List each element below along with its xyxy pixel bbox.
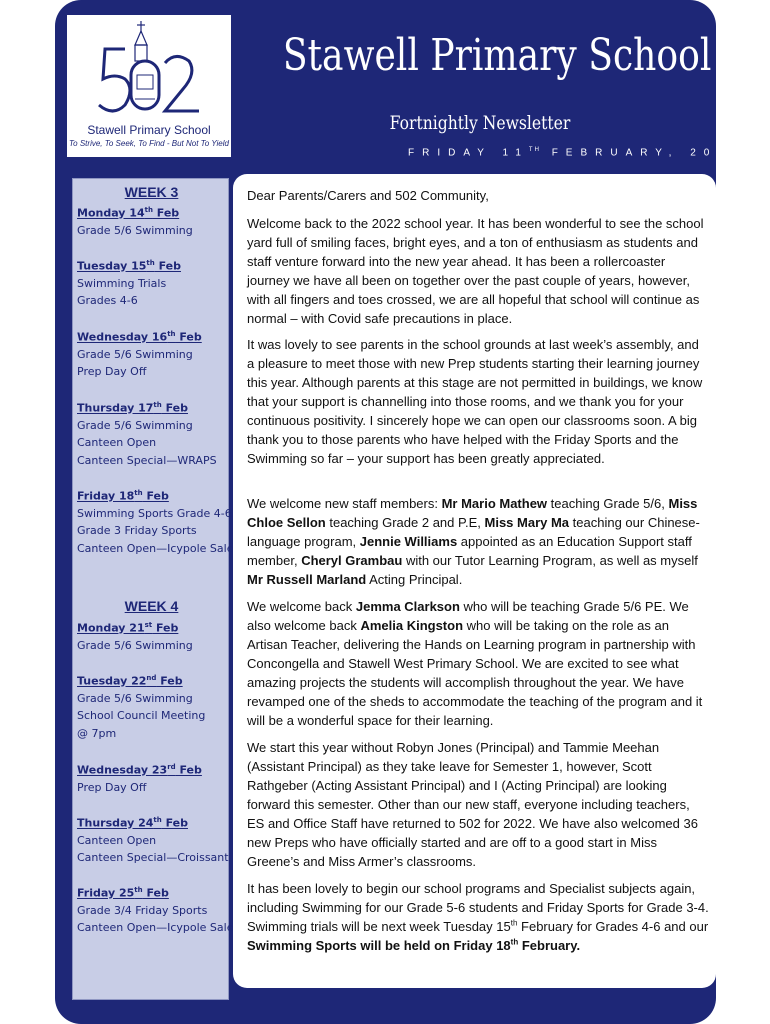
- week-3-day-heading: Monday 14th Feb: [77, 206, 180, 220]
- principal-letter: [233, 174, 716, 988]
- letter-paragraph-swimming: It has been lovely to begin our school programs and Specialist subjects again, including Swimming for our Grade 5-6 students and Friday Sports for Grade 3-4. Swimming trials will be next week Tuesday 15th February for Grades 4-6 and our Swimming Sports will be held on Friday 18th February.: [247, 881, 709, 953]
- week-4-day-heading: Friday 25th Feb: [77, 886, 169, 900]
- school-logo: [67, 15, 231, 157]
- calendar-event: Canteen Special—Croissant: [77, 851, 229, 864]
- calendar-event: Grade 5/6 Swimming: [77, 224, 193, 237]
- calendar-event: Grade 3 Friday Sports: [77, 524, 197, 537]
- week-4-day-heading: Thursday 24th Feb: [77, 816, 188, 830]
- letter-greeting: Dear Parents/Carers and 502 Community,: [247, 188, 489, 203]
- newsletter-subtitle: Fortnightly Newsletter: [389, 112, 571, 134]
- calendar-event: Grade 3/4 Friday Sports: [77, 904, 208, 917]
- calendar-event: Grade 5/6 Swimming: [77, 348, 193, 361]
- week-4-heading: WEEK 4: [124, 598, 179, 614]
- letter-paragraph: Welcome back to the 2022 school year. It has been wonderful to see the school yard full of smiling faces, bright eyes, and a ton of enthusiasm as students and staff venture forward into the new year ahead. It has been a rollercoaster journey we have all been on together over the past couple of years, however, with all fingers and toes crossed, we are all hopeful that school will continue as normal – with Covid safe precautions in place.: [247, 216, 704, 326]
- calendar-event: @ 7pm: [77, 727, 117, 740]
- issue-date: FRIDAY 11TH FEBRUARY, 2022: [408, 147, 745, 159]
- week-4-day-heading: Wednesday 23rd Feb: [77, 763, 202, 777]
- week-4-day-heading: Tuesday 22nd Feb: [77, 674, 183, 688]
- calendar-event: Canteen Special—WRAPS: [77, 454, 217, 467]
- week-3-day-heading: Wednesday 16th Feb: [77, 330, 202, 344]
- week-3-day-heading: Tuesday 15th Feb: [77, 259, 181, 273]
- calendar-event: Grade 5/6 Swimming: [77, 639, 193, 652]
- calendar-sidebar: [72, 178, 234, 1000]
- letter-paragraph-returning-staff: We welcome back Jemma Clarkson who will be teaching Grade 5/6 PE. We also welcome back Amelia Kingston who will be taking on the role as an Artisan Teacher, delivering the Hands on Learning program in partnership with Concongella and Stawell West Primary School. We are excited to see what amazing projects the students will accomplish throughout the year. We have revamped one of the sheds to accommodate the teaching of the program and it will be a wonderful space for their learning.: [247, 599, 703, 728]
- calendar-event: Prep Day Off: [77, 781, 147, 794]
- school-title: Stawell Primary School: [282, 30, 712, 81]
- calendar-event: School Council Meeting: [77, 709, 206, 722]
- calendar-event: Canteen Open—Icypole Sale: [77, 921, 234, 934]
- logo-school-name: Stawell Primary School: [87, 123, 211, 137]
- logo-motto: To Strive, To Seek, To Find - But Not To Yield: [69, 139, 229, 148]
- week-3-heading: WEEK 3: [124, 184, 179, 200]
- calendar-event: Canteen Open: [77, 834, 157, 847]
- calendar-event: Prep Day Off: [77, 365, 147, 378]
- week-3-day-heading: Friday 18th Feb: [77, 489, 169, 503]
- letter-paragraph: It was lovely to see parents in the school grounds at last week’s assembly, and a pleasure to meet those with new Prep students starting their learning journey this year. Although parents at this stage are not permitted in buildings, we know that your support is channelling into those rooms, and we thank you for your continuous positivity. I sincerely hope we can open our classrooms soon. A big thank you to those parents who have helped with the Friday Sports and the Swimming so far – your support has been greatly appreciated.: [247, 337, 703, 466]
- letter-paragraph-new-staff: We welcome new staff members: Mr Mario Mathew teaching Grade 5/6, Miss Chloe Sellon teaching Grade 2 and P.E, Miss Mary Ma teaching our Chinese-language program, Jennie Williams appointed as an Education Support staff member, Cheryl Grambau with our Tutor Learning Program, as well as myself Mr Russell Marland Acting Principal.: [247, 496, 700, 587]
- week-3-day-heading: Thursday 17th Feb: [77, 401, 188, 415]
- logo-crest-icon: [95, 19, 203, 123]
- calendar-event: Swimming Trials: [77, 277, 167, 290]
- calendar-event: Grades 4-6: [77, 294, 138, 307]
- calendar-event: Swimming Sports Grade 4-6: [77, 507, 232, 520]
- calendar-event: Grade 5/6 Swimming: [77, 692, 193, 705]
- letter-paragraph: We start this year without Robyn Jones (Principal) and Tammie Meehan (Assistant Principal) as they take leave for Semester 1, however, Scott Rathgeber (Acting Assistant Principal) and I (Acting Principal) are looking forward this semester. Other than our new staff, everyone including teachers, ES and Office Staff have returned to 502 for 2022. We have also welcomed 36 new Preps who have officially started and are off to a good start in Miss Greene’s and Miss Armer’s classrooms.: [247, 740, 698, 869]
- calendar-event: Canteen Open—Icypole Sale: [77, 542, 234, 555]
- calendar-event: Canteen Open: [77, 436, 157, 449]
- week-4-day-heading: Monday 21st Feb: [77, 621, 179, 635]
- calendar-event: Grade 5/6 Swimming: [77, 419, 193, 432]
